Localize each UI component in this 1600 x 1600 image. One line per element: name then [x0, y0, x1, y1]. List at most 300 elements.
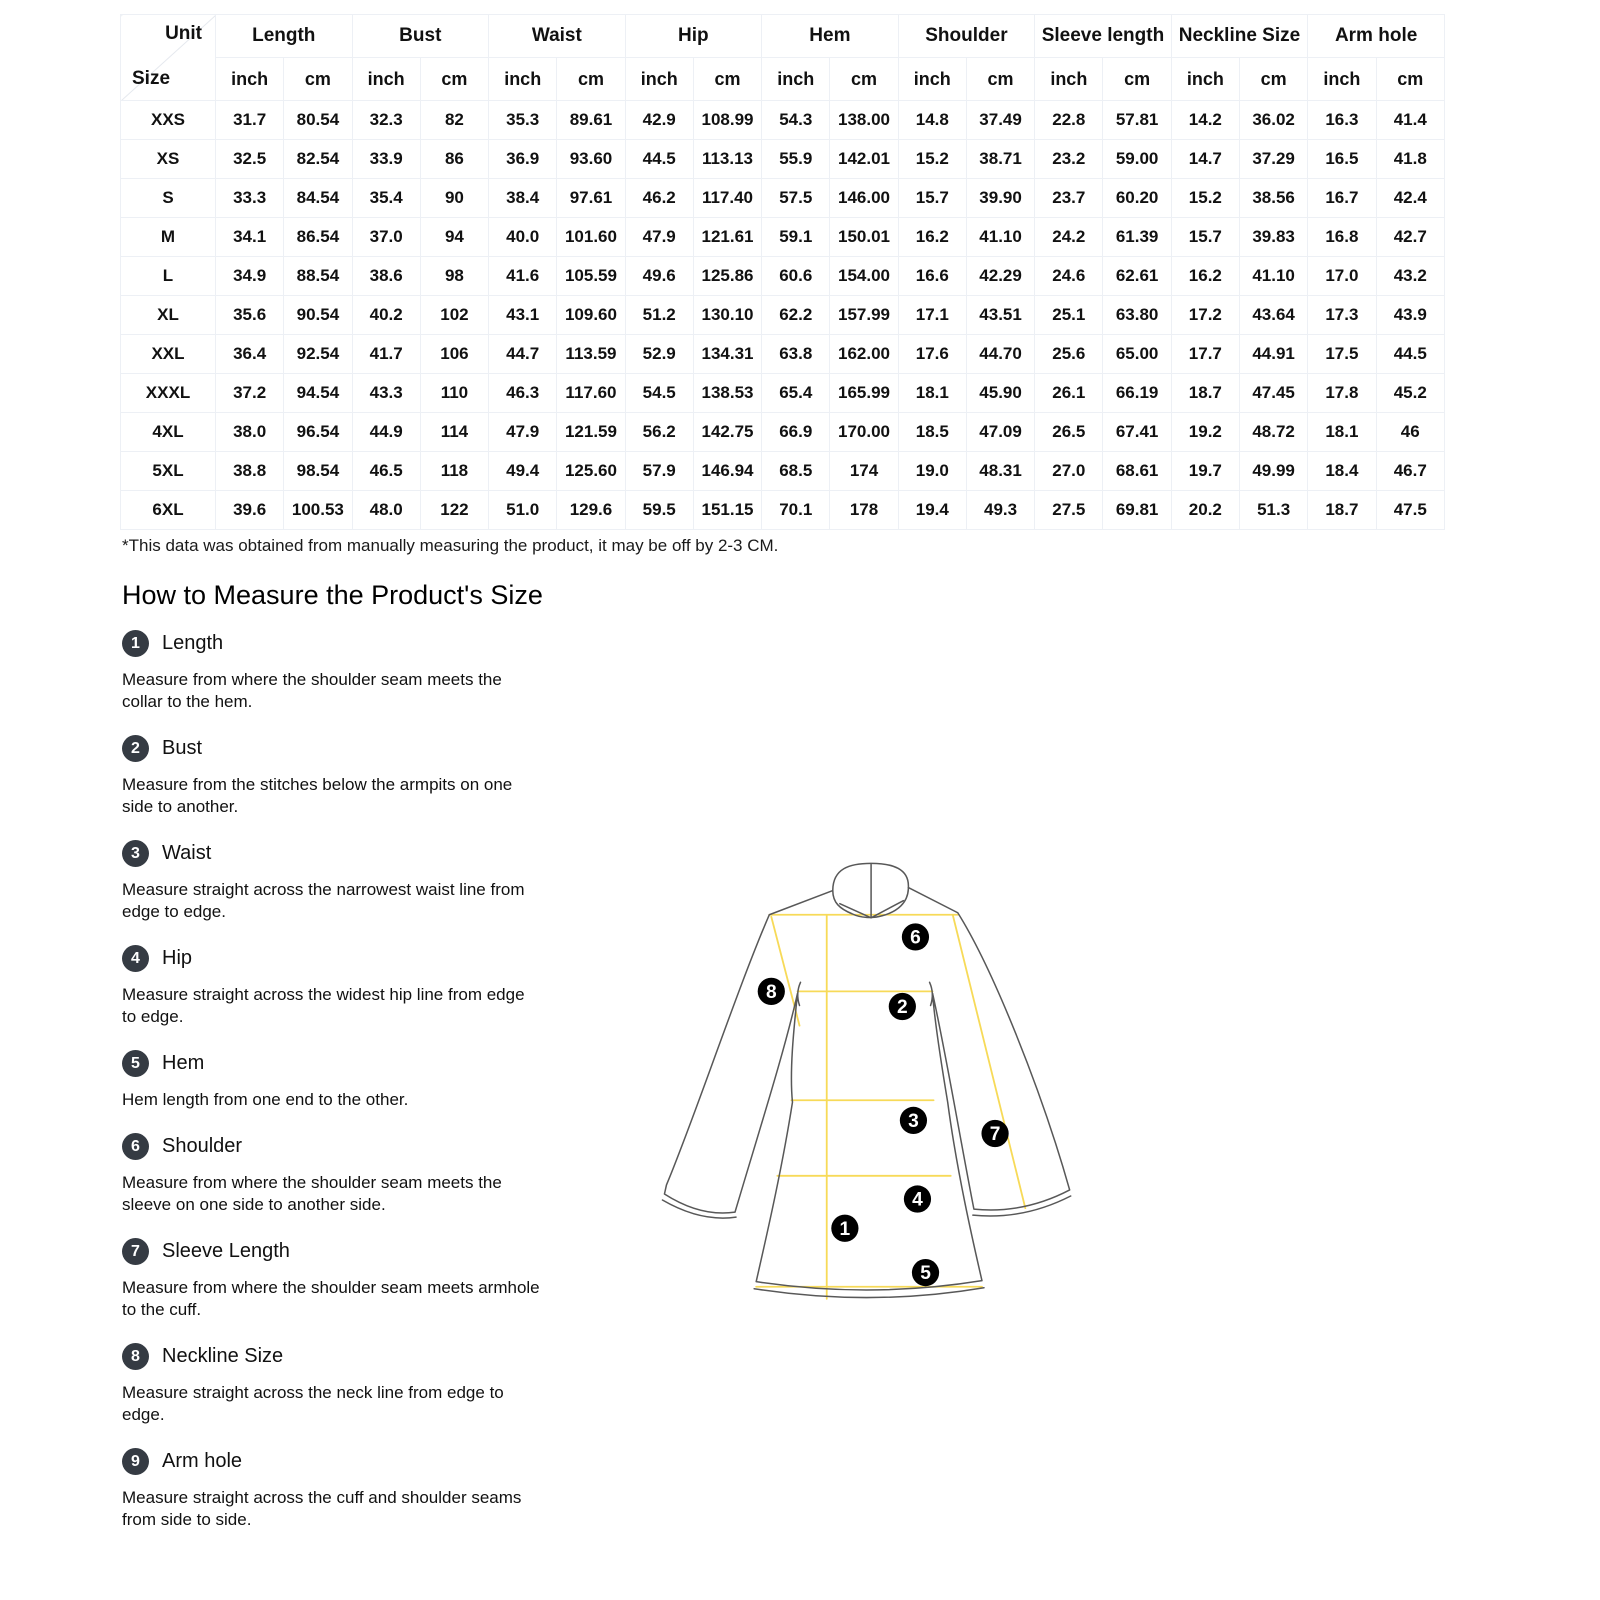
value-cell: 32.3	[352, 101, 420, 140]
measurement-disclaimer: *This data was obtained from manually measuring the product, it may be off by 2-3 CM.	[122, 536, 779, 555]
table-row	[121, 140, 1445, 179]
table-row	[121, 452, 1445, 491]
value-cell: 59.00	[1103, 140, 1171, 179]
value-cell: 16.8	[1308, 218, 1376, 257]
value-cell: 18.1	[1308, 413, 1376, 452]
unit-header-cm: cm	[966, 58, 1034, 101]
value-cell: 39.6	[216, 491, 284, 530]
step-description: Hem length from one end to the other.	[122, 1090, 409, 1109]
diagram-marker-8	[758, 978, 785, 1005]
value-cell: 23.7	[1035, 179, 1103, 218]
value-cell: 82.54	[284, 140, 352, 179]
value-cell: 134.31	[693, 335, 761, 374]
garment-diagram-svg	[618, 818, 1102, 1322]
unit-header-inch: inch	[1171, 58, 1239, 101]
value-cell: 170.00	[830, 413, 898, 452]
value-cell: 39.83	[1239, 218, 1307, 257]
value-cell: 174	[830, 452, 898, 491]
guide-title: How to Measure the Product's Size	[122, 580, 543, 610]
value-cell: 43.9	[1376, 296, 1444, 335]
unit-header-inch: inch	[1035, 58, 1103, 101]
value-cell: 47.9	[489, 413, 557, 452]
step-header	[122, 1133, 542, 1160]
value-cell: 23.2	[1035, 140, 1103, 179]
size-cell: M	[121, 218, 216, 257]
value-cell: 84.54	[284, 179, 352, 218]
value-cell: 18.7	[1171, 374, 1239, 413]
step-description: Measure from where the shoulder seam meets the sleeve on one side to another side.	[122, 1173, 502, 1214]
diagram-marker-4	[904, 1185, 931, 1212]
value-cell: 68.61	[1103, 452, 1171, 491]
unit-header-row	[121, 58, 1445, 101]
value-cell: 42.9	[625, 101, 693, 140]
value-cell: 86.54	[284, 218, 352, 257]
value-cell: 35.3	[489, 101, 557, 140]
value-cell: 17.7	[1171, 335, 1239, 374]
value-cell: 47.5	[1376, 491, 1444, 530]
value-cell: 24.2	[1035, 218, 1103, 257]
value-cell: 105.59	[557, 257, 625, 296]
diagram-marker-6	[902, 923, 929, 950]
svg-text:2: 2	[897, 997, 908, 1019]
table-row	[121, 179, 1445, 218]
value-cell: 47.09	[966, 413, 1034, 452]
size-table-head	[121, 15, 1445, 101]
value-cell: 39.90	[966, 179, 1034, 218]
value-cell: 17.1	[898, 296, 966, 335]
column-group-hip: Hip	[625, 15, 762, 58]
value-cell: 44.5	[625, 140, 693, 179]
value-cell: 117.60	[557, 374, 625, 413]
value-cell: 16.2	[898, 218, 966, 257]
value-cell: 19.0	[898, 452, 966, 491]
unit-header-cm: cm	[1239, 58, 1307, 101]
value-cell: 113.13	[693, 140, 761, 179]
value-cell: 46	[1376, 413, 1444, 452]
size-cell: XXS	[121, 101, 216, 140]
value-cell: 27.0	[1035, 452, 1103, 491]
unit-header-inch: inch	[1308, 58, 1376, 101]
value-cell: 54.3	[762, 101, 830, 140]
value-cell: 45.2	[1376, 374, 1444, 413]
value-cell: 49.3	[966, 491, 1034, 530]
value-cell: 27.5	[1035, 491, 1103, 530]
value-cell: 26.5	[1035, 413, 1103, 452]
value-cell: 94.54	[284, 374, 352, 413]
value-cell: 162.00	[830, 335, 898, 374]
step-description: Measure straight across the neck line from edge to edge.	[122, 1383, 504, 1424]
table-row	[121, 491, 1445, 530]
svg-text:6: 6	[910, 927, 921, 949]
value-cell: 59.1	[762, 218, 830, 257]
value-cell: 65.4	[762, 374, 830, 413]
value-cell: 19.7	[1171, 452, 1239, 491]
value-cell: 56.2	[625, 413, 693, 452]
value-cell: 46.3	[489, 374, 557, 413]
step-description: Measure straight across the narrowest waist line from edge to edge.	[122, 880, 525, 921]
step-number-badge: 6	[122, 1133, 149, 1160]
value-cell: 17.3	[1308, 296, 1376, 335]
value-cell: 82	[420, 101, 488, 140]
unit-header-inch: inch	[898, 58, 966, 101]
step-header	[122, 735, 542, 762]
size-chart-table	[120, 14, 1445, 530]
garment-body	[664, 888, 1069, 1290]
column-group-shoulder: Shoulder	[898, 15, 1035, 58]
unit-header-inch: inch	[625, 58, 693, 101]
size-cell: L	[121, 257, 216, 296]
step-number-badge: 1	[122, 630, 149, 657]
measure-step	[122, 840, 542, 923]
step-label: Arm hole	[162, 1450, 243, 1472]
value-cell: 93.60	[557, 140, 625, 179]
value-cell: 37.49	[966, 101, 1034, 140]
diagram-marker-5	[912, 1259, 939, 1286]
value-cell: 68.5	[762, 452, 830, 491]
value-cell: 22.8	[1035, 101, 1103, 140]
value-cell: 43.3	[352, 374, 420, 413]
value-cell: 16.2	[1171, 257, 1239, 296]
value-cell: 98	[420, 257, 488, 296]
value-cell: 121.59	[557, 413, 625, 452]
value-cell: 16.7	[1308, 179, 1376, 218]
value-cell: 14.8	[898, 101, 966, 140]
column-group-arm-hole: Arm hole	[1308, 15, 1445, 58]
value-cell: 15.7	[1171, 218, 1239, 257]
value-cell: 57.81	[1103, 101, 1171, 140]
value-cell: 37.2	[216, 374, 284, 413]
table-row	[121, 335, 1445, 374]
value-cell: 40.0	[489, 218, 557, 257]
value-cell: 14.7	[1171, 140, 1239, 179]
measure-step	[122, 1238, 542, 1321]
value-cell: 55.9	[762, 140, 830, 179]
unit-header-inch: inch	[216, 58, 284, 101]
value-cell: 41.6	[489, 257, 557, 296]
measure-step	[122, 735, 542, 818]
value-cell: 33.3	[216, 179, 284, 218]
step-description: Measure from the stitches below the armpits on one side to another.	[122, 775, 513, 816]
measure-step	[122, 1050, 542, 1111]
value-cell: 49.4	[489, 452, 557, 491]
step-number-badge: 9	[122, 1448, 149, 1475]
value-cell: 146.94	[693, 452, 761, 491]
step-number-badge: 5	[122, 1050, 149, 1077]
value-cell: 108.99	[693, 101, 761, 140]
measure-step	[122, 945, 542, 1028]
table-row	[121, 257, 1445, 296]
value-cell: 92.54	[284, 335, 352, 374]
step-number-badge: 2	[122, 735, 149, 762]
value-cell: 59.5	[625, 491, 693, 530]
size-cell: XXXL	[121, 374, 216, 413]
value-cell: 46.7	[1376, 452, 1444, 491]
value-cell: 47.9	[625, 218, 693, 257]
value-cell: 63.8	[762, 335, 830, 374]
value-cell: 15.2	[898, 140, 966, 179]
value-cell: 57.5	[762, 179, 830, 218]
value-cell: 54.5	[625, 374, 693, 413]
garment-diagram	[618, 818, 1102, 1322]
value-cell: 62.61	[1103, 257, 1171, 296]
unit-header-inch: inch	[489, 58, 557, 101]
step-description: Measure straight across the cuff and shoulder seams from side to side.	[122, 1488, 522, 1529]
diagram-marker-7	[981, 1120, 1008, 1147]
step-description: Measure straight across the widest hip line from edge to edge.	[122, 985, 525, 1026]
value-cell: 43.2	[1376, 257, 1444, 296]
value-cell: 16.6	[898, 257, 966, 296]
value-cell: 38.71	[966, 140, 1034, 179]
value-cell: 38.4	[489, 179, 557, 218]
value-cell: 61.39	[1103, 218, 1171, 257]
svg-text:4: 4	[912, 1189, 923, 1211]
step-number-badge: 3	[122, 840, 149, 867]
value-cell: 66.19	[1103, 374, 1171, 413]
value-cell: 25.6	[1035, 335, 1103, 374]
column-group-bust: Bust	[352, 15, 489, 58]
value-cell: 16.5	[1308, 140, 1376, 179]
step-number-badge: 4	[122, 945, 149, 972]
table-row	[121, 296, 1445, 335]
column-group-length: Length	[216, 15, 353, 58]
unit-header-cm: cm	[420, 58, 488, 101]
value-cell: 38.56	[1239, 179, 1307, 218]
value-cell: 36.02	[1239, 101, 1307, 140]
value-cell: 102	[420, 296, 488, 335]
value-cell: 36.9	[489, 140, 557, 179]
value-cell: 45.90	[966, 374, 1034, 413]
value-cell: 41.10	[1239, 257, 1307, 296]
value-cell: 25.1	[1035, 296, 1103, 335]
value-cell: 35.4	[352, 179, 420, 218]
value-cell: 43.51	[966, 296, 1034, 335]
step-label: Hip	[162, 947, 193, 969]
value-cell: 17.2	[1171, 296, 1239, 335]
value-cell: 24.6	[1035, 257, 1103, 296]
measure-step	[122, 1133, 542, 1216]
value-cell: 65.00	[1103, 335, 1171, 374]
value-cell: 20.2	[1171, 491, 1239, 530]
value-cell: 38.0	[216, 413, 284, 452]
value-cell: 97.61	[557, 179, 625, 218]
value-cell: 18.4	[1308, 452, 1376, 491]
value-cell: 44.5	[1376, 335, 1444, 374]
step-label: Length	[162, 632, 224, 654]
step-description: Measure from where the shoulder seam meets armhole to the cuff.	[122, 1278, 540, 1319]
value-cell: 44.9	[352, 413, 420, 452]
value-cell: 47.45	[1239, 374, 1307, 413]
value-cell: 41.10	[966, 218, 1034, 257]
value-cell: 138.00	[830, 101, 898, 140]
value-cell: 19.4	[898, 491, 966, 530]
value-cell: 94	[420, 218, 488, 257]
step-header	[122, 1050, 542, 1077]
unit-header-cm: cm	[557, 58, 625, 101]
value-cell: 51.2	[625, 296, 693, 335]
value-cell: 106	[420, 335, 488, 374]
column-group-waist: Waist	[489, 15, 626, 58]
size-cell: S	[121, 179, 216, 218]
value-cell: 113.59	[557, 335, 625, 374]
value-cell: 89.61	[557, 101, 625, 140]
value-cell: 80.54	[284, 101, 352, 140]
value-cell: 44.91	[1239, 335, 1307, 374]
step-header	[122, 630, 542, 657]
value-cell: 130.10	[693, 296, 761, 335]
svg-text:5: 5	[920, 1263, 931, 1285]
value-cell: 154.00	[830, 257, 898, 296]
value-cell: 17.5	[1308, 335, 1376, 374]
step-description: Measure from where the shoulder seam meets the collar to the hem.	[122, 670, 502, 711]
column-group-hem: Hem	[762, 15, 899, 58]
table-row	[121, 101, 1445, 140]
value-cell: 43.1	[489, 296, 557, 335]
value-cell: 15.2	[1171, 179, 1239, 218]
unit-label: Unit	[165, 23, 202, 44]
value-cell: 44.70	[966, 335, 1034, 374]
unit-header-cm: cm	[830, 58, 898, 101]
svg-text:3: 3	[908, 1110, 919, 1132]
value-cell: 70.1	[762, 491, 830, 530]
size-cell: XS	[121, 140, 216, 179]
column-group-neckline-size: Neckline Size	[1171, 15, 1308, 58]
value-cell: 129.6	[557, 491, 625, 530]
value-cell: 142.01	[830, 140, 898, 179]
value-cell: 51.3	[1239, 491, 1307, 530]
step-label: Hem	[162, 1052, 205, 1074]
value-cell: 19.2	[1171, 413, 1239, 452]
value-cell: 42.7	[1376, 218, 1444, 257]
step-number-badge: 7	[122, 1238, 149, 1265]
unit-size-corner-cell	[121, 15, 216, 101]
measure-step	[122, 1343, 542, 1426]
value-cell: 46.2	[625, 179, 693, 218]
size-label: Size	[132, 68, 171, 89]
measure-step	[122, 1448, 542, 1531]
value-cell: 88.54	[284, 257, 352, 296]
value-cell: 49.99	[1239, 452, 1307, 491]
value-cell: 41.7	[352, 335, 420, 374]
unit-header-inch: inch	[352, 58, 420, 101]
size-cell: XXL	[121, 335, 216, 374]
unit-header-cm: cm	[1376, 58, 1444, 101]
unit-header-cm: cm	[1103, 58, 1171, 101]
value-cell: 26.1	[1035, 374, 1103, 413]
measure-step	[122, 630, 542, 713]
value-cell: 41.8	[1376, 140, 1444, 179]
value-cell: 49.6	[625, 257, 693, 296]
value-cell: 157.99	[830, 296, 898, 335]
table-row	[121, 413, 1445, 452]
value-cell: 125.60	[557, 452, 625, 491]
value-cell: 43.64	[1239, 296, 1307, 335]
value-cell: 122	[420, 491, 488, 530]
value-cell: 63.80	[1103, 296, 1171, 335]
value-cell: 150.01	[830, 218, 898, 257]
step-label: Sleeve Length	[162, 1240, 290, 1262]
value-cell: 34.9	[216, 257, 284, 296]
unit-header-cm: cm	[693, 58, 761, 101]
step-number-badge: 8	[122, 1343, 149, 1370]
table-row	[121, 218, 1445, 257]
value-cell: 165.99	[830, 374, 898, 413]
step-label: Bust	[162, 737, 203, 759]
value-cell: 48.31	[966, 452, 1034, 491]
value-cell: 18.7	[1308, 491, 1376, 530]
value-cell: 17.8	[1308, 374, 1376, 413]
value-cell: 38.8	[216, 452, 284, 491]
value-cell: 121.61	[693, 218, 761, 257]
measure-lines	[756, 915, 1025, 1299]
value-cell: 117.40	[693, 179, 761, 218]
value-cell: 62.2	[762, 296, 830, 335]
sleeve-measure-line	[953, 915, 1026, 1208]
value-cell: 66.9	[762, 413, 830, 452]
value-cell: 67.41	[1103, 413, 1171, 452]
diagram-marker-3	[900, 1107, 927, 1134]
size-cell: 6XL	[121, 491, 216, 530]
value-cell: 34.1	[216, 218, 284, 257]
value-cell: 37.29	[1239, 140, 1307, 179]
value-cell: 110	[420, 374, 488, 413]
size-table-body	[121, 101, 1445, 530]
size-cell: XL	[121, 296, 216, 335]
value-cell: 101.60	[557, 218, 625, 257]
value-cell: 60.20	[1103, 179, 1171, 218]
group-header-row	[121, 15, 1445, 58]
value-cell: 52.9	[625, 335, 693, 374]
value-cell: 98.54	[284, 452, 352, 491]
value-cell: 42.29	[966, 257, 1034, 296]
left-armpit-notch	[798, 982, 801, 1005]
value-cell: 40.2	[352, 296, 420, 335]
value-cell: 138.53	[693, 374, 761, 413]
step-label: Neckline Size	[162, 1345, 284, 1367]
value-cell: 44.7	[489, 335, 557, 374]
value-cell: 18.5	[898, 413, 966, 452]
value-cell: 57.9	[625, 452, 693, 491]
measure-steps	[122, 630, 542, 1553]
value-cell: 48.72	[1239, 413, 1307, 452]
step-header	[122, 1448, 542, 1475]
table-row	[121, 374, 1445, 413]
value-cell: 86	[420, 140, 488, 179]
value-cell: 31.7	[216, 101, 284, 140]
value-cell: 41.4	[1376, 101, 1444, 140]
step-header	[122, 1238, 542, 1265]
diagram-marker-2	[889, 993, 916, 1020]
value-cell: 90	[420, 179, 488, 218]
value-cell: 60.6	[762, 257, 830, 296]
value-cell: 32.5	[216, 140, 284, 179]
step-label: Waist	[162, 842, 212, 864]
right-cuff-band	[973, 1196, 1071, 1216]
value-cell: 16.3	[1308, 101, 1376, 140]
column-group-sleeve-length: Sleeve length	[1035, 15, 1172, 58]
right-armpit-notch	[930, 982, 933, 1005]
value-cell: 114	[420, 413, 488, 452]
step-header	[122, 1343, 542, 1370]
value-cell: 90.54	[284, 296, 352, 335]
step-header	[122, 945, 542, 972]
value-cell: 33.9	[352, 140, 420, 179]
value-cell: 37.0	[352, 218, 420, 257]
size-cell: 4XL	[121, 413, 216, 452]
value-cell: 36.4	[216, 335, 284, 374]
size-cell: 5XL	[121, 452, 216, 491]
unit-header-cm: cm	[284, 58, 352, 101]
svg-text:8: 8	[765, 981, 777, 1003]
